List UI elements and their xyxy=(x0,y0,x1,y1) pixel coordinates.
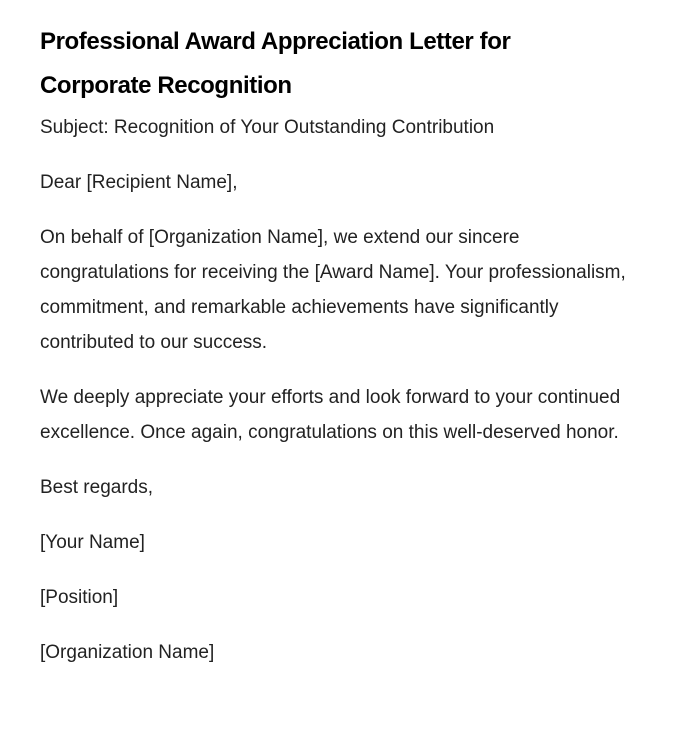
greeting: Dear [Recipient Name], xyxy=(40,172,238,193)
signature-position: [Position] xyxy=(40,587,119,608)
document-title: Professional Award Appreciation Letter for Corporate Recognition xyxy=(40,28,511,99)
subject-line: Subject: Recognition of Your Outstanding Contribution xyxy=(40,117,495,138)
signature-name: [Your Name] xyxy=(40,532,145,553)
body-paragraph: On behalf of [Organization Name], we extend our sincere congratulations for receiving the [Award Name]. Your professionalism, commitment, and remarkable achievements have significantly contributed to our success. xyxy=(40,227,626,353)
body-paragraph: We deeply appreciate your efforts and look forward to your continued excellence. Once again, congratulations on this well-deserved honor. xyxy=(40,387,621,443)
signature-organization: [Organization Name] xyxy=(40,642,215,663)
closing: Best regards, xyxy=(40,477,153,498)
